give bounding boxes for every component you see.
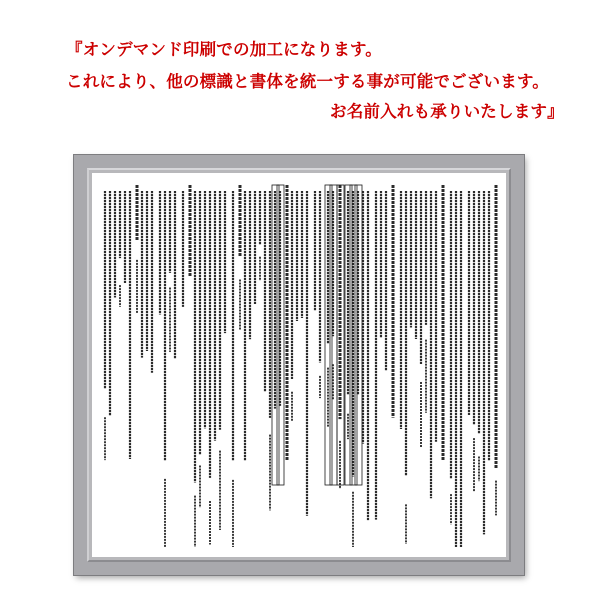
caption-line-1: 『オンデマンド印刷での加工になります。 [66,40,382,59]
caption-line-2: これにより、他の標識と書体を統一する事が可能でございます。 [66,72,549,91]
product-caption [0,0,600,130]
caption-line-3: お名前入れも承りいたします』 [330,102,564,121]
sign-frame [74,155,524,575]
vertical-text-print [92,173,506,557]
fee-table-document [92,173,506,557]
